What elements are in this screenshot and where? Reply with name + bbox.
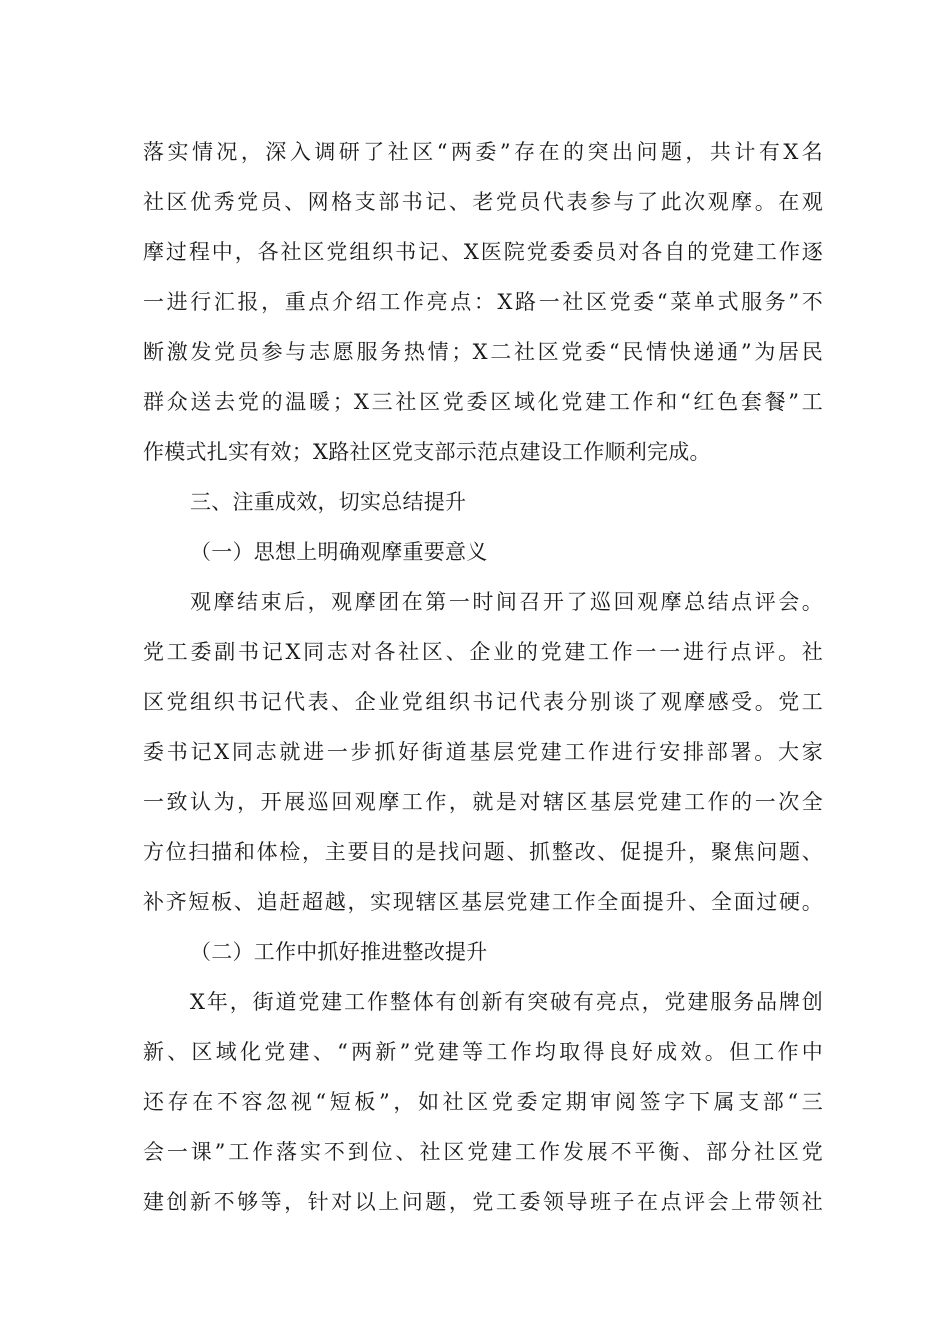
- body-text-line: 观摩结束后，观摩团在第一时间召开了巡回观摩总结点评会。: [190, 590, 823, 614]
- body-text-line: 方位扫描和体检，主要目的是找问题、抓整改、促提升，聚焦问题、: [143, 840, 823, 864]
- body-text-line: 会一课”工作落实不到位、社区党建工作发展不平衡、部分社区党: [143, 1140, 823, 1164]
- body-text-line: 断激发党员参与志愿服务热情；X二社区党委“民情快递通”为居民: [143, 340, 823, 364]
- body-text-line: 群众送去党的温暖；X三社区党委区域化党建工作和“红色套餐”工: [143, 390, 823, 414]
- body-text-line: 党工委副书记X同志对各社区、企业的党建工作一一进行点评。社: [143, 640, 823, 664]
- body-text-line: 一致认为，开展巡回观摩工作，就是对辖区基层党建工作的一次全: [143, 790, 823, 814]
- body-text-line: 摩过程中，各社区党组织书记、X医院党委委员对各自的党建工作逐: [143, 240, 823, 264]
- body-text-line: 社区优秀党员、网格支部书记、老党员代表参与了此次观摩。在观: [143, 190, 823, 214]
- body-text-line: 作模式扎实有效；X路社区党支部示范点建设工作顺利完成。: [143, 440, 711, 464]
- body-text-line: 委书记X同志就进一步抓好街道基层党建工作进行安排部署。大家: [143, 740, 823, 764]
- body-text-line: X年，街道党建工作整体有创新有突破有亮点，党建服务品牌创: [190, 990, 823, 1014]
- body-text-line: 区党组织书记代表、企业党组织书记代表分别谈了观摩感受。党工: [143, 690, 823, 714]
- subsection-heading: （二）工作中抓好推进整改提升: [190, 940, 488, 964]
- body-text-line: 新、区域化党建、“两新”党建等工作均取得良好成效。但工作中: [143, 1040, 823, 1064]
- body-text-line: 还存在不容忽视“短板”，如社区党委定期审阅签字下属支部“三: [143, 1090, 823, 1114]
- body-text-line: 补齐短板、追赶超越，实现辖区基层党建工作全面提升、全面过硬。: [143, 890, 823, 914]
- body-text-line: 建创新不够等，针对以上问题，党工委领导班子在点评会上带领社: [143, 1190, 823, 1214]
- body-text-line: 一进行汇报，重点介绍工作亮点：X路一社区党委“菜单式服务”不: [143, 290, 823, 314]
- section-heading: 三、注重成效，切实总结提升: [190, 490, 467, 514]
- subsection-heading: （一）思想上明确观摩重要意义: [190, 540, 488, 564]
- body-text-line: 落实情况，深入调研了社区“两委”存在的突出问题，共计有X名: [143, 140, 823, 164]
